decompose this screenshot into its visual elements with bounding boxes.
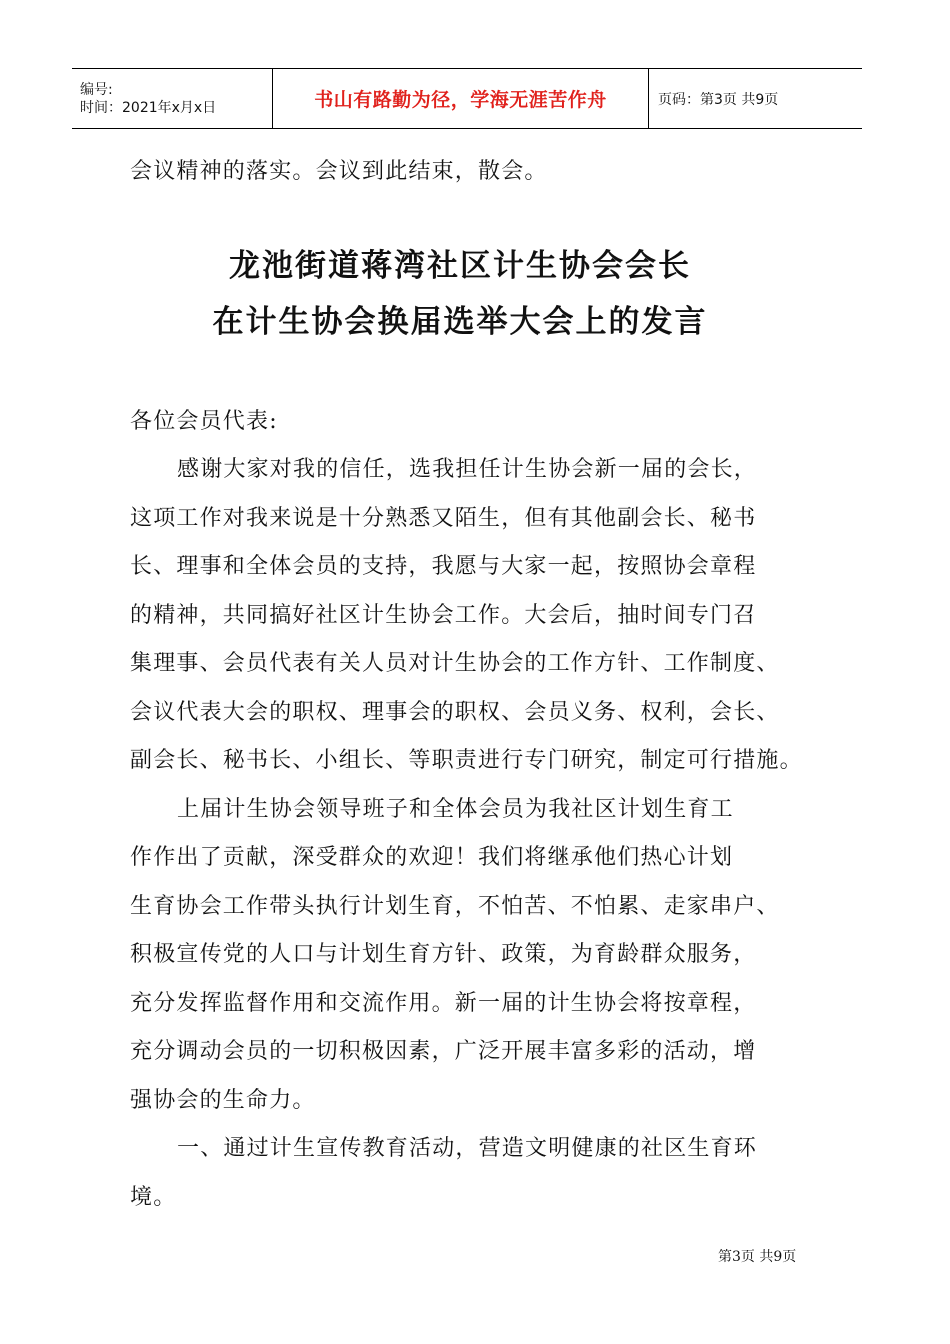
motto: 书山有路勤为径，学海无涯苦作舟 xyxy=(314,89,607,111)
paragraph-line: 的精神，共同搞好社区计生协会工作。大会后，抽时间专门召 xyxy=(130,602,757,628)
paragraph-1 xyxy=(130,446,830,786)
salutation: 各位会员代表: xyxy=(130,408,278,434)
time-label: 时间：2021年x月x日 xyxy=(80,99,217,116)
paragraph-line: 生育协会工作带头执行计划生育，不怕苦、不怕累、走家串户、 xyxy=(130,893,780,919)
page-info: 页码：第3页 共9页 xyxy=(658,91,779,108)
title-line-1: 龙池街道蒋湾社区计生协会会长 xyxy=(229,247,691,284)
paragraph-line: 副会长、秘书长、小组长、等职责进行专门研究，制定可行措施。 xyxy=(130,748,803,773)
paragraph-line: 集理事、会员代表有关人员对计生协会的工作方针、工作制度、 xyxy=(130,651,780,676)
paragraph-line: 这项工作对我来说是十分熟悉又陌生，但有其他副会长、秘书 xyxy=(130,505,757,531)
header-motto-cell xyxy=(273,69,649,128)
document-body xyxy=(130,148,830,1222)
paragraph-line: 长、理事和全体会员的支持，我愿与大家一起，按照协会章程 xyxy=(130,554,757,579)
page-footer: 第3页 共9页 xyxy=(718,1249,797,1265)
carryover-text: 会议精神的落实。会议到此结束，散会。 xyxy=(130,159,548,184)
paragraph-line: 境。 xyxy=(130,1184,177,1210)
number-label: 编号: xyxy=(80,81,113,98)
paragraph-line: 上届计生协会领导班子和全体会员为我社区计划生育工 xyxy=(177,796,734,822)
paragraph-line: 充分发挥监督作用和交流作用。新一届的计生协会将按章程， xyxy=(130,990,757,1016)
paragraph-line: 积极宣传党的人口与计划生育方针、政策，为育龄群众服务， xyxy=(130,942,757,967)
paragraph-line: 充分调动会员的一切积极因素，广泛开展丰富多彩的活动，增 xyxy=(130,1039,757,1064)
page-header xyxy=(72,68,862,129)
paragraph-2 xyxy=(130,786,830,1126)
paragraph-line: 作作出了贡献，深受群众的欢迎！我们将继承他们热心计划 xyxy=(130,845,734,870)
paragraph-line: 一、通过计生宣传教育活动，营造文明健康的社区生育环 xyxy=(177,1136,758,1161)
paragraph-line: 感谢大家对我的信任，选我担任计生协会新一届的会长， xyxy=(177,457,758,482)
header-page-info xyxy=(649,69,862,128)
paragraph-line: 会议代表大会的职权、理事会的职权、会员义务、权利，会长、 xyxy=(130,699,780,725)
paragraph-3 xyxy=(130,1125,830,1222)
header-meta xyxy=(72,69,273,128)
paragraph-line: 强协会的生命力。 xyxy=(130,1087,316,1113)
title-line-2: 在计生协会换届选举大会上的发言 xyxy=(212,303,708,340)
